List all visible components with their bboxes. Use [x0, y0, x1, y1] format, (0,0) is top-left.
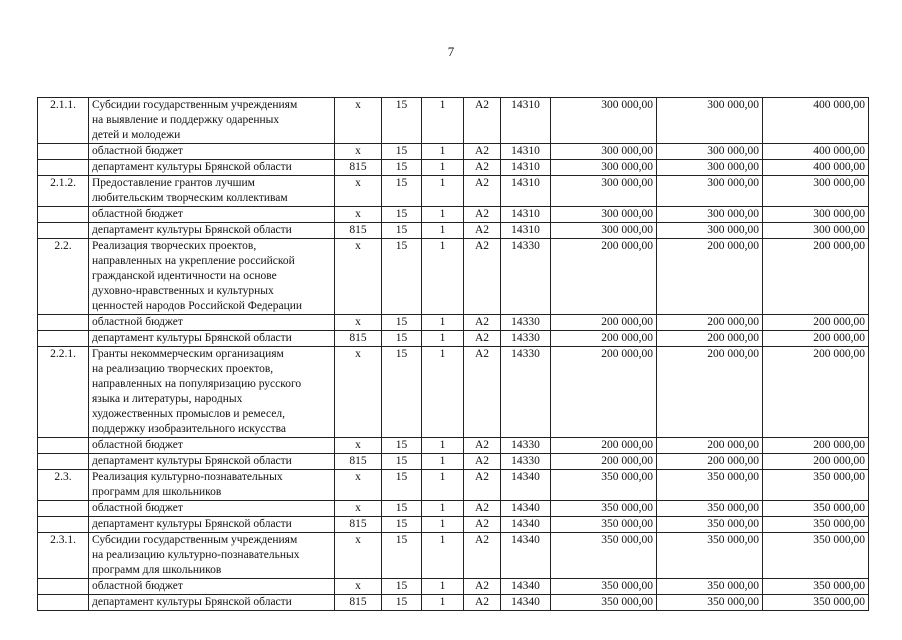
- amount-cell: 300 000,00: [551, 160, 657, 176]
- section-cell: 15: [382, 239, 422, 315]
- section-cell: 15: [382, 331, 422, 347]
- section-cell: 15: [382, 454, 422, 470]
- amount-cell: 300 000,00: [551, 176, 657, 207]
- subsection-cell: 1: [422, 454, 464, 470]
- section-cell: 15: [382, 347, 422, 438]
- item-name-line: программ для школьников: [92, 564, 222, 576]
- expense-code-cell: 14340: [501, 517, 551, 533]
- item-name-cell: [89, 176, 335, 207]
- section-cell: 15: [382, 207, 422, 223]
- amount-cell: 350 000,00: [657, 533, 763, 579]
- amount-cell: 350 000,00: [657, 595, 763, 611]
- expense-code-cell: 14330: [501, 331, 551, 347]
- section-cell: 15: [382, 160, 422, 176]
- amount-cell: 200 000,00: [657, 315, 763, 331]
- amount-cell: 350 000,00: [551, 595, 657, 611]
- expense-code-cell: 14330: [501, 347, 551, 438]
- item-number-cell: 2.3.1.: [38, 533, 89, 579]
- table-row: [38, 470, 869, 501]
- expense-code-cell: 14340: [501, 533, 551, 579]
- item-name-line: областной бюджет: [92, 208, 183, 220]
- item-name-line: департамент культуры Брянской области: [92, 518, 292, 530]
- article-cell: А2: [464, 239, 501, 315]
- item-name-line: областной бюджет: [92, 580, 183, 592]
- article-cell: А2: [464, 98, 501, 144]
- item-name-cell: [89, 438, 335, 454]
- amount-cell: 200 000,00: [763, 454, 869, 470]
- article-cell: А2: [464, 470, 501, 501]
- amount-cell: 300 000,00: [551, 98, 657, 144]
- table-row: [38, 98, 869, 144]
- table-row: [38, 517, 869, 533]
- amount-cell: 200 000,00: [551, 239, 657, 315]
- subsection-cell: 1: [422, 501, 464, 517]
- amount-cell: 200 000,00: [657, 347, 763, 438]
- item-number-cell: 2.1.2.: [38, 176, 89, 207]
- subsection-cell: 1: [422, 239, 464, 315]
- item-number-cell: [38, 207, 89, 223]
- code-cell: 815: [335, 454, 382, 470]
- item-name-cell: [89, 239, 335, 315]
- item-name-line: областной бюджет: [92, 316, 183, 328]
- subsection-cell: 1: [422, 347, 464, 438]
- subsection-cell: 1: [422, 160, 464, 176]
- article-cell: А2: [464, 315, 501, 331]
- subsection-cell: 1: [422, 470, 464, 501]
- expense-code-cell: 14330: [501, 315, 551, 331]
- item-name-cell: [89, 315, 335, 331]
- expense-code-cell: 14340: [501, 579, 551, 595]
- item-name-line: департамент культуры Брянской области: [92, 596, 292, 608]
- code-cell: х: [335, 579, 382, 595]
- item-name-cell: [89, 579, 335, 595]
- item-name-line: Субсидии государственным учреждениям: [92, 99, 298, 111]
- article-cell: А2: [464, 595, 501, 611]
- article-cell: А2: [464, 223, 501, 239]
- table-row: [38, 176, 869, 207]
- item-name-cell: [89, 470, 335, 501]
- amount-cell: 300 000,00: [657, 160, 763, 176]
- amount-cell: 300 000,00: [551, 207, 657, 223]
- amount-cell: 300 000,00: [551, 223, 657, 239]
- table-row: [38, 454, 869, 470]
- amount-cell: 300 000,00: [657, 223, 763, 239]
- table-row: [38, 160, 869, 176]
- item-name-line: департамент культуры Брянской области: [92, 332, 292, 344]
- item-number-cell: 2.3.: [38, 470, 89, 501]
- code-cell: х: [335, 533, 382, 579]
- amount-cell: 200 000,00: [657, 239, 763, 315]
- subsection-cell: 1: [422, 223, 464, 239]
- subsection-cell: 1: [422, 176, 464, 207]
- code-cell: 815: [335, 160, 382, 176]
- code-cell: х: [335, 438, 382, 454]
- code-cell: х: [335, 470, 382, 501]
- amount-cell: 200 000,00: [551, 315, 657, 331]
- article-cell: А2: [464, 517, 501, 533]
- amount-cell: 200 000,00: [763, 438, 869, 454]
- amount-cell: 350 000,00: [763, 501, 869, 517]
- item-name-line: Субсидии государственным учреждениям: [92, 534, 298, 546]
- item-name-line: областной бюджет: [92, 145, 183, 157]
- subsection-cell: 1: [422, 595, 464, 611]
- section-cell: 15: [382, 176, 422, 207]
- subsection-cell: 1: [422, 207, 464, 223]
- table-row: [38, 595, 869, 611]
- item-number-cell: [38, 595, 89, 611]
- amount-cell: 200 000,00: [763, 239, 869, 315]
- item-name-cell: [89, 160, 335, 176]
- amount-cell: 200 000,00: [763, 347, 869, 438]
- item-name-cell: [89, 207, 335, 223]
- section-cell: 15: [382, 517, 422, 533]
- amount-cell: 200 000,00: [657, 454, 763, 470]
- item-name-line: областной бюджет: [92, 439, 183, 451]
- amount-cell: 200 000,00: [763, 331, 869, 347]
- section-cell: 15: [382, 595, 422, 611]
- item-number-cell: [38, 501, 89, 517]
- item-number-cell: [38, 144, 89, 160]
- table-row: [38, 533, 869, 579]
- code-cell: х: [335, 501, 382, 517]
- amount-cell: 350 000,00: [657, 470, 763, 501]
- table-row: [38, 331, 869, 347]
- subsection-cell: 1: [422, 533, 464, 579]
- amount-cell: 200 000,00: [551, 438, 657, 454]
- amount-cell: 350 000,00: [763, 533, 869, 579]
- budget-table: [37, 97, 869, 611]
- expense-code-cell: 14330: [501, 239, 551, 315]
- article-cell: А2: [464, 533, 501, 579]
- item-name-line: направленных на популяризацию русского: [92, 378, 302, 390]
- page-number: 7: [447, 44, 455, 59]
- amount-cell: 300 000,00: [763, 176, 869, 207]
- item-name-line: департамент культуры Брянской области: [92, 161, 292, 173]
- subsection-cell: 1: [422, 438, 464, 454]
- item-number-cell: [38, 223, 89, 239]
- code-cell: 815: [335, 595, 382, 611]
- item-name-cell: [89, 517, 335, 533]
- subsection-cell: 1: [422, 144, 464, 160]
- item-name-line: на выявление и поддержку одаренных: [92, 114, 280, 126]
- amount-cell: 200 000,00: [657, 331, 763, 347]
- amount-cell: 200 000,00: [657, 438, 763, 454]
- article-cell: А2: [464, 347, 501, 438]
- code-cell: х: [335, 347, 382, 438]
- article-cell: А2: [464, 160, 501, 176]
- expense-code-cell: 14310: [501, 207, 551, 223]
- amount-cell: 350 000,00: [551, 517, 657, 533]
- expense-code-cell: 14310: [501, 223, 551, 239]
- item-name-cell: [89, 223, 335, 239]
- section-cell: 15: [382, 223, 422, 239]
- item-name-line: программ для школьников: [92, 486, 222, 498]
- code-cell: 815: [335, 517, 382, 533]
- expense-code-cell: 14310: [501, 144, 551, 160]
- item-name-line: гражданской идентичности на основе: [92, 270, 277, 282]
- section-cell: 15: [382, 315, 422, 331]
- article-cell: А2: [464, 454, 501, 470]
- amount-cell: 350 000,00: [551, 533, 657, 579]
- item-number-cell: 2.2.: [38, 239, 89, 315]
- amount-cell: 300 000,00: [657, 144, 763, 160]
- amount-cell: 350 000,00: [551, 470, 657, 501]
- code-cell: х: [335, 207, 382, 223]
- section-cell: 15: [382, 501, 422, 517]
- section-cell: 15: [382, 533, 422, 579]
- expense-code-cell: 14330: [501, 438, 551, 454]
- expense-code-cell: 14340: [501, 501, 551, 517]
- item-number-cell: [38, 438, 89, 454]
- item-name-line: Реализация творческих проектов,: [92, 240, 257, 252]
- amount-cell: 200 000,00: [551, 331, 657, 347]
- subsection-cell: 1: [422, 98, 464, 144]
- expense-code-cell: 14310: [501, 160, 551, 176]
- item-number-cell: [38, 579, 89, 595]
- expense-code-cell: 14310: [501, 176, 551, 207]
- table-row: [38, 579, 869, 595]
- amount-cell: 350 000,00: [657, 579, 763, 595]
- expense-code-cell: 14310: [501, 98, 551, 144]
- item-number-cell: [38, 454, 89, 470]
- item-number-cell: [38, 517, 89, 533]
- item-name-line: Реализация культурно-познавательных: [92, 471, 283, 483]
- item-name-line: департамент культуры Брянской области: [92, 455, 292, 467]
- item-name-cell: [89, 144, 335, 160]
- item-name-line: департамент культуры Брянской области: [92, 224, 292, 236]
- item-name-cell: [89, 454, 335, 470]
- table-row: [38, 207, 869, 223]
- amount-cell: 300 000,00: [657, 207, 763, 223]
- table-row: [38, 144, 869, 160]
- amount-cell: 350 000,00: [763, 470, 869, 501]
- amount-cell: 200 000,00: [763, 315, 869, 331]
- amount-cell: 400 000,00: [763, 98, 869, 144]
- item-name-line: языка и литературы, народных: [92, 393, 243, 405]
- item-name-cell: [89, 347, 335, 438]
- item-name-line: направленных на укрепление российской: [92, 255, 295, 267]
- subsection-cell: 1: [422, 579, 464, 595]
- item-number-cell: [38, 160, 89, 176]
- code-cell: х: [335, 98, 382, 144]
- item-name-line: областной бюджет: [92, 502, 183, 514]
- table-row: [38, 315, 869, 331]
- item-name-cell: [89, 595, 335, 611]
- amount-cell: 300 000,00: [657, 176, 763, 207]
- item-name-line: на реализацию культурно-познавательных: [92, 549, 300, 561]
- amount-cell: 350 000,00: [763, 595, 869, 611]
- item-name-line: Предоставление грантов лучшим: [92, 177, 255, 189]
- item-number-cell: 2.2.1.: [38, 347, 89, 438]
- item-name-line: на реализацию творческих проектов,: [92, 363, 274, 375]
- item-name-line: ценностей народов Российской Федерации: [92, 300, 303, 312]
- item-name-cell: [89, 533, 335, 579]
- article-cell: А2: [464, 207, 501, 223]
- section-cell: 15: [382, 144, 422, 160]
- table-row: [38, 239, 869, 315]
- code-cell: 815: [335, 331, 382, 347]
- item-name-line: духовно-нравственных и культурных: [92, 285, 274, 297]
- item-name-line: художественных промыслов и ремесел,: [92, 408, 285, 420]
- article-cell: А2: [464, 176, 501, 207]
- article-cell: А2: [464, 501, 501, 517]
- code-cell: х: [335, 144, 382, 160]
- table-row: [38, 438, 869, 454]
- amount-cell: 300 000,00: [551, 144, 657, 160]
- amount-cell: 350 000,00: [551, 579, 657, 595]
- expense-code-cell: 14340: [501, 470, 551, 501]
- amount-cell: 400 000,00: [763, 144, 869, 160]
- section-cell: 15: [382, 98, 422, 144]
- item-name-line: детей и молодежи: [92, 129, 181, 141]
- amount-cell: 350 000,00: [763, 517, 869, 533]
- section-cell: 15: [382, 579, 422, 595]
- amount-cell: 200 000,00: [551, 347, 657, 438]
- article-cell: А2: [464, 144, 501, 160]
- item-name-cell: [89, 501, 335, 517]
- expense-code-cell: 14340: [501, 595, 551, 611]
- code-cell: х: [335, 315, 382, 331]
- item-number-cell: 2.1.1.: [38, 98, 89, 144]
- amount-cell: 400 000,00: [763, 160, 869, 176]
- amount-cell: 200 000,00: [551, 454, 657, 470]
- code-cell: х: [335, 176, 382, 207]
- code-cell: 815: [335, 223, 382, 239]
- amount-cell: 300 000,00: [657, 98, 763, 144]
- table-row: [38, 347, 869, 438]
- item-name-line: поддержку изобразительного искусства: [92, 423, 287, 435]
- subsection-cell: 1: [422, 331, 464, 347]
- table-row: [38, 501, 869, 517]
- subsection-cell: 1: [422, 517, 464, 533]
- subsection-cell: 1: [422, 315, 464, 331]
- amount-cell: 350 000,00: [763, 579, 869, 595]
- article-cell: А2: [464, 331, 501, 347]
- amount-cell: 350 000,00: [657, 501, 763, 517]
- article-cell: А2: [464, 579, 501, 595]
- article-cell: А2: [464, 438, 501, 454]
- amount-cell: 300 000,00: [763, 223, 869, 239]
- item-name-line: Гранты некоммерческим организациям: [92, 348, 284, 360]
- item-number-cell: [38, 315, 89, 331]
- amount-cell: 350 000,00: [551, 501, 657, 517]
- item-number-cell: [38, 331, 89, 347]
- amount-cell: 350 000,00: [657, 517, 763, 533]
- code-cell: х: [335, 239, 382, 315]
- section-cell: 15: [382, 438, 422, 454]
- table-row: [38, 223, 869, 239]
- item-name-cell: [89, 98, 335, 144]
- amount-cell: 300 000,00: [763, 207, 869, 223]
- section-cell: 15: [382, 470, 422, 501]
- item-name-line: любительским творческим коллективам: [92, 192, 288, 204]
- expense-code-cell: 14330: [501, 454, 551, 470]
- item-name-cell: [89, 331, 335, 347]
